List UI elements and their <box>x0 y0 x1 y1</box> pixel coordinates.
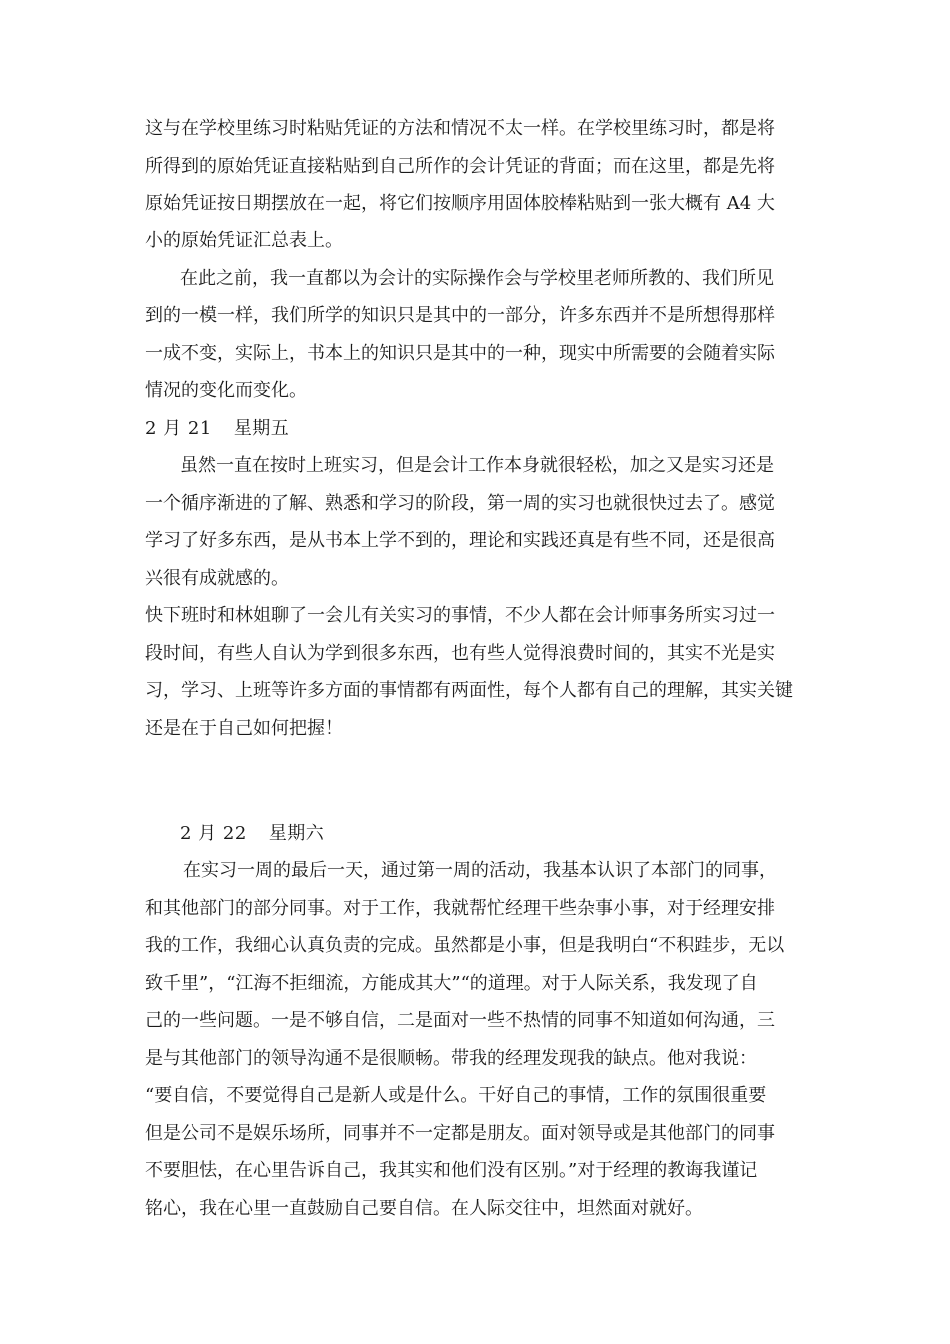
paragraph-5-line-8: 但是公司不是娱乐场所，同事并不一定都是朋友。面对领导或是其他部门的同事 <box>145 1123 775 1144</box>
paragraph-5-line-7: “要自信，不要觉得自己是新人或是什么。干好自己的事情，工作的氛围很重要 <box>145 1085 767 1106</box>
paragraph-3-line-3: 学习了好多东西，是从书本上学不到的，理论和实践还真是有些不同，还是很高 <box>145 530 775 551</box>
paragraph-1-line-2: 所得到的原始凭证直接粘贴到自己所作的会计凭证的背面；而在这里，都是先将 <box>145 156 775 177</box>
date-heading-2-day: 2 月 22 <box>180 823 247 844</box>
paragraph-5-line-1: 在实习一周的最后一天，通过第一周的活动，我基本认识了本部门的同事， <box>183 860 777 881</box>
paragraph-4-line-4: 还是在于自己如何把握！ <box>145 718 343 739</box>
paragraph-5-line-4: 致千里”，“江海不拒细流，方能成其大”“的道理。对于人际关系，我发现了自 <box>145 973 758 994</box>
paragraph-1-line-3: 原始凭证按日期摆放在一起，将它们按顺序用固体胶棒粘贴到一张大概有 A4 大 <box>145 193 775 214</box>
date-heading-2-weekday: 星期六 <box>268 823 325 844</box>
date-heading-1 <box>145 417 805 441</box>
date-heading-1-day: 2 月 21 <box>145 418 212 439</box>
date-heading-1-weekday: 星期五 <box>233 418 290 439</box>
paragraph-2-line-2: 到的一模一样，我们所学的知识只是其中的一部分，许多东西并不是所想得那样 <box>145 305 775 326</box>
paragraph-3-line-1: 虽然一直在按时上班实习，但是会计工作本身就很轻松，加之又是实习还是 <box>180 455 774 476</box>
paragraph-5-line-2: 和其他部门的部分同事。对于工作，我就帮忙经理干些杂事小事，对于经理安排 <box>145 898 775 919</box>
paragraph-3-line-2: 一个循序渐进的了解、熟悉和学习的阶段，第一周的实习也就很快过去了。感觉 <box>145 493 775 514</box>
paragraph-5-line-5: 己的一些问题。一是不够自信，二是面对一些不热情的同事不知道如何沟通，三 <box>145 1010 775 1031</box>
paragraph-4-line-2: 段时间，有些人自认为学到很多东西，也有些人觉得浪费时间的，其实不光是实 <box>145 643 775 664</box>
paragraph-5-line-6: 是与其他部门的领导沟通不是很顺畅。带我的经理发现我的缺点。他对我说： <box>145 1048 757 1069</box>
paragraph-1-line-4: 小的原始凭证汇总表上。 <box>145 230 343 251</box>
paragraph-2-line-4: 情况的变化而变化。 <box>145 380 307 401</box>
paragraph-2-line-3: 一成不变，实际上，书本上的知识只是其中的一种，现实中所需要的会随着实际 <box>145 343 775 364</box>
date-heading-2 <box>180 822 805 846</box>
paragraph-5-line-9: 不要胆怯，在心里告诉自己，我其实和他们没有区别。”对于经理的教诲我谨记 <box>145 1160 758 1181</box>
paragraph-1-line-1: 这与在学校里练习时粘贴凭证的方法和情况不太一样。在学校里练习时，都是将 <box>145 118 775 139</box>
paragraph-5-line-10: 铭心，我在心里一直鼓励自己要自信。在人际交往中，坦然面对就好。 <box>145 1198 703 1219</box>
paragraph-4-line-1: 快下班时和林姐聊了一会儿有关实习的事情，不少人都在会计师事务所实习过一 <box>145 605 775 626</box>
paragraph-5-line-3: 我的工作，我细心认真负责的完成。虽然都是小事，但是我明白“不积跬步，无以 <box>145 935 785 956</box>
paragraph-4-line-3: 习，学习、上班等许多方面的事情都有两面性，每个人都有自己的理解，其实关键 <box>145 680 793 701</box>
paragraph-2-line-1: 在此之前，我一直都以为会计的实际操作会与学校里老师所教的、我们所见 <box>180 268 774 289</box>
paragraph-3-line-4: 兴很有成就感的。 <box>145 568 289 589</box>
